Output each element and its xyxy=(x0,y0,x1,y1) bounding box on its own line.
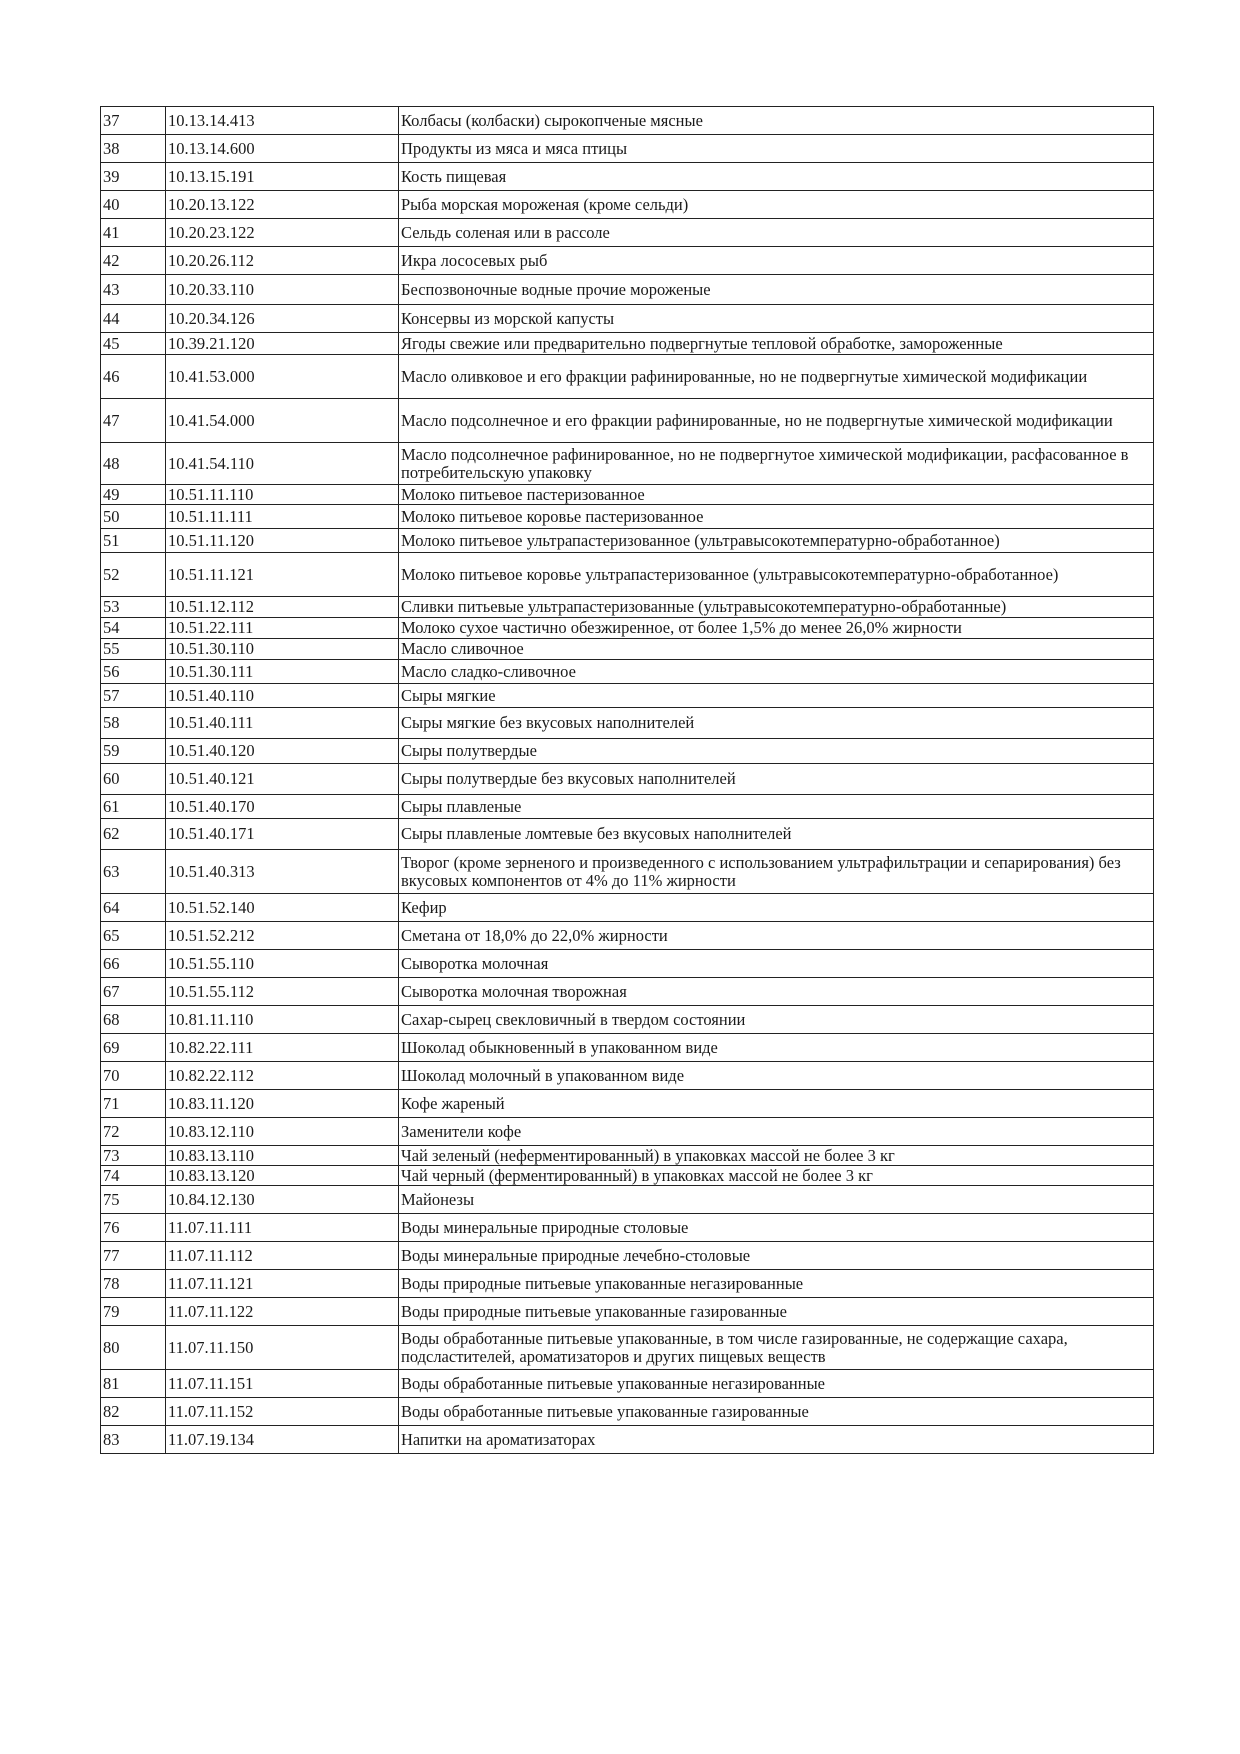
product-name: Заменители кофе xyxy=(399,1118,1154,1146)
row-number: 55 xyxy=(101,639,166,660)
okpd-code: 10.41.54.000 xyxy=(166,399,399,443)
product-name: Сыры мягкие без вкусовых наполнителей xyxy=(399,708,1154,739)
row-number: 51 xyxy=(101,529,166,553)
okpd-code: 11.07.11.152 xyxy=(166,1398,399,1426)
row-number: 80 xyxy=(101,1326,166,1370)
product-name: Сметана от 18,0% до 22,0% жирности xyxy=(399,922,1154,950)
table-row xyxy=(101,795,1154,819)
table-row xyxy=(101,163,1154,191)
okpd-code: 11.07.11.121 xyxy=(166,1270,399,1298)
okpd-code: 10.41.53.000 xyxy=(166,355,399,399)
okpd-code: 10.51.40.111 xyxy=(166,708,399,739)
product-name: Творог (кроме зерненого и произведенного с использованием ультрафильтрации и сепарирования) без вкусовых компонентов от 4% до 11% жирности xyxy=(399,850,1154,894)
product-name: Масло сливочное xyxy=(399,639,1154,660)
table-row xyxy=(101,1090,1154,1118)
okpd-code: 10.13.14.413 xyxy=(166,107,399,135)
product-name: Икра лососевых рыб xyxy=(399,247,1154,275)
okpd-code: 10.83.13.120 xyxy=(166,1166,399,1186)
row-number: 75 xyxy=(101,1186,166,1214)
okpd-code: 10.51.40.121 xyxy=(166,764,399,795)
table-row xyxy=(101,618,1154,639)
okpd-code: 10.51.12.112 xyxy=(166,597,399,618)
row-number: 50 xyxy=(101,505,166,529)
table-row xyxy=(101,1398,1154,1426)
table-row xyxy=(101,505,1154,529)
okpd-code: 11.07.19.134 xyxy=(166,1426,399,1454)
okpd-code: 10.83.11.120 xyxy=(166,1090,399,1118)
product-name: Чай черный (ферментированный) в упаковках массой не более 3 кг xyxy=(399,1166,1154,1186)
table-row xyxy=(101,107,1154,135)
okpd-code: 10.20.23.122 xyxy=(166,219,399,247)
table-row xyxy=(101,1166,1154,1186)
table-row xyxy=(101,443,1154,485)
table-row xyxy=(101,684,1154,708)
product-name: Рыба морская мороженая (кроме сельди) xyxy=(399,191,1154,219)
okpd-code: 11.07.11.150 xyxy=(166,1326,399,1370)
product-name: Беспозвоночные водные прочие мороженые xyxy=(399,275,1154,305)
product-name: Масло подсолнечное и его фракции рафинированные, но не подвергнутые химической модификации xyxy=(399,399,1154,443)
okpd-code: 10.83.12.110 xyxy=(166,1118,399,1146)
table-row xyxy=(101,950,1154,978)
table-row xyxy=(101,1426,1154,1454)
okpd-code: 11.07.11.111 xyxy=(166,1214,399,1242)
product-name: Молоко сухое частично обезжиренное, от более 1,5% до менее 26,0% жирности xyxy=(399,618,1154,639)
okpd-code: 10.51.40.171 xyxy=(166,819,399,850)
table-row xyxy=(101,1006,1154,1034)
row-number: 71 xyxy=(101,1090,166,1118)
table-row xyxy=(101,247,1154,275)
okpd-code: 10.13.14.600 xyxy=(166,135,399,163)
okpd-code: 10.82.22.112 xyxy=(166,1062,399,1090)
row-number: 40 xyxy=(101,191,166,219)
table-row xyxy=(101,305,1154,333)
product-name: Сыворотка молочная xyxy=(399,950,1154,978)
table-row xyxy=(101,639,1154,660)
row-number: 69 xyxy=(101,1034,166,1062)
product-name: Масло подсолнечное рафинированное, но не подвергнутое химической модификации, расфасованное в потребительскую упаковку xyxy=(399,443,1154,485)
okpd-code: 10.51.40.120 xyxy=(166,739,399,764)
table-row xyxy=(101,850,1154,894)
product-name: Сливки питьевые ультрапастеризованные (ультравысокотемпературно-обработанные) xyxy=(399,597,1154,618)
table-row xyxy=(101,978,1154,1006)
product-name: Масло оливковое и его фракции рафинированные, но не подвергнутые химической модификации xyxy=(399,355,1154,399)
table-row xyxy=(101,597,1154,618)
product-name: Сельдь соленая или в рассоле xyxy=(399,219,1154,247)
product-name: Шоколад обыкновенный в упакованном виде xyxy=(399,1034,1154,1062)
okpd-code: 10.51.11.120 xyxy=(166,529,399,553)
okpd-code: 10.51.11.110 xyxy=(166,485,399,505)
product-name: Чай зеленый (неферментированный) в упаковках массой не более 3 кг xyxy=(399,1146,1154,1166)
table-row xyxy=(101,355,1154,399)
document-page xyxy=(100,106,1154,1454)
row-number: 43 xyxy=(101,275,166,305)
product-name: Воды обработанные питьевые упакованные, в том числе газированные, не содержащие сахара, подсластителей, ароматизаторов и других пищевых веществ xyxy=(399,1326,1154,1370)
table-row xyxy=(101,1034,1154,1062)
product-name: Напитки на ароматизаторах xyxy=(399,1426,1154,1454)
table-row xyxy=(101,764,1154,795)
row-number: 39 xyxy=(101,163,166,191)
table-row xyxy=(101,819,1154,850)
row-number: 42 xyxy=(101,247,166,275)
product-name: Воды обработанные питьевые упакованные негазированные xyxy=(399,1370,1154,1398)
table-row xyxy=(101,399,1154,443)
row-number: 45 xyxy=(101,333,166,355)
table-row xyxy=(101,553,1154,597)
okpd-table xyxy=(100,106,1154,1454)
row-number: 83 xyxy=(101,1426,166,1454)
product-name: Воды природные питьевые упакованные негазированные xyxy=(399,1270,1154,1298)
okpd-code: 10.20.34.126 xyxy=(166,305,399,333)
okpd-code: 10.51.52.212 xyxy=(166,922,399,950)
table-row xyxy=(101,333,1154,355)
okpd-code: 10.20.13.122 xyxy=(166,191,399,219)
row-number: 61 xyxy=(101,795,166,819)
row-number: 73 xyxy=(101,1146,166,1166)
row-number: 76 xyxy=(101,1214,166,1242)
product-name: Ягоды свежие или предварительно подвергнутые тепловой обработке, замороженные xyxy=(399,333,1154,355)
product-name: Кофе жареный xyxy=(399,1090,1154,1118)
product-name: Воды обработанные питьевые упакованные газированные xyxy=(399,1398,1154,1426)
row-number: 41 xyxy=(101,219,166,247)
product-name: Молоко питьевое коровье ультрапастеризованное (ультравысокотемпературно-обработанное) xyxy=(399,553,1154,597)
row-number: 60 xyxy=(101,764,166,795)
row-number: 57 xyxy=(101,684,166,708)
row-number: 63 xyxy=(101,850,166,894)
row-number: 53 xyxy=(101,597,166,618)
row-number: 78 xyxy=(101,1270,166,1298)
table-row xyxy=(101,1146,1154,1166)
table-row xyxy=(101,485,1154,505)
table-row xyxy=(101,1270,1154,1298)
okpd-code: 10.51.40.110 xyxy=(166,684,399,708)
product-name: Молоко питьевое пастеризованное xyxy=(399,485,1154,505)
table-row xyxy=(101,1186,1154,1214)
row-number: 82 xyxy=(101,1398,166,1426)
table-row xyxy=(101,1298,1154,1326)
table-row xyxy=(101,1214,1154,1242)
okpd-code: 10.51.55.112 xyxy=(166,978,399,1006)
okpd-code: 10.84.12.130 xyxy=(166,1186,399,1214)
row-number: 54 xyxy=(101,618,166,639)
product-name: Сыры полутвердые xyxy=(399,739,1154,764)
product-name: Воды минеральные природные столовые xyxy=(399,1214,1154,1242)
row-number: 77 xyxy=(101,1242,166,1270)
okpd-code: 11.07.11.122 xyxy=(166,1298,399,1326)
table-row xyxy=(101,219,1154,247)
okpd-code: 10.83.13.110 xyxy=(166,1146,399,1166)
product-name: Сыры плавленые xyxy=(399,795,1154,819)
okpd-code: 10.20.26.112 xyxy=(166,247,399,275)
okpd-code: 10.13.15.191 xyxy=(166,163,399,191)
row-number: 67 xyxy=(101,978,166,1006)
product-name: Молоко питьевое ультрапастеризованное (ультравысокотемпературно-обработанное) xyxy=(399,529,1154,553)
product-name: Кость пищевая xyxy=(399,163,1154,191)
table-row xyxy=(101,1370,1154,1398)
product-name: Консервы из морской капусты xyxy=(399,305,1154,333)
okpd-code: 10.82.22.111 xyxy=(166,1034,399,1062)
okpd-code: 10.39.21.120 xyxy=(166,333,399,355)
row-number: 68 xyxy=(101,1006,166,1034)
table-row xyxy=(101,660,1154,684)
okpd-code: 10.20.33.110 xyxy=(166,275,399,305)
okpd-code: 10.51.22.111 xyxy=(166,618,399,639)
okpd-code: 10.51.40.170 xyxy=(166,795,399,819)
row-number: 38 xyxy=(101,135,166,163)
table-row xyxy=(101,739,1154,764)
row-number: 48 xyxy=(101,443,166,485)
okpd-code: 10.81.11.110 xyxy=(166,1006,399,1034)
table-row xyxy=(101,708,1154,739)
row-number: 47 xyxy=(101,399,166,443)
table-row xyxy=(101,1326,1154,1370)
product-name: Сыры плавленые ломтевые без вкусовых наполнителей xyxy=(399,819,1154,850)
row-number: 64 xyxy=(101,894,166,922)
product-name: Сахар-сырец свекловичный в твердом состоянии xyxy=(399,1006,1154,1034)
table-row xyxy=(101,191,1154,219)
row-number: 58 xyxy=(101,708,166,739)
row-number: 52 xyxy=(101,553,166,597)
table-row xyxy=(101,922,1154,950)
product-name: Продукты из мяса и мяса птицы xyxy=(399,135,1154,163)
okpd-code: 10.51.11.121 xyxy=(166,553,399,597)
product-name: Воды природные питьевые упакованные газированные xyxy=(399,1298,1154,1326)
row-number: 72 xyxy=(101,1118,166,1146)
row-number: 56 xyxy=(101,660,166,684)
product-name: Сыры полутвердые без вкусовых наполнителей xyxy=(399,764,1154,795)
row-number: 37 xyxy=(101,107,166,135)
okpd-code: 11.07.11.112 xyxy=(166,1242,399,1270)
product-name: Кефир xyxy=(399,894,1154,922)
row-number: 79 xyxy=(101,1298,166,1326)
row-number: 70 xyxy=(101,1062,166,1090)
okpd-code: 10.51.52.140 xyxy=(166,894,399,922)
row-number: 81 xyxy=(101,1370,166,1398)
table-row xyxy=(101,1062,1154,1090)
row-number: 49 xyxy=(101,485,166,505)
table-row xyxy=(101,1242,1154,1270)
table-row xyxy=(101,275,1154,305)
product-name: Молоко питьевое коровье пастеризованное xyxy=(399,505,1154,529)
table-row xyxy=(101,135,1154,163)
product-name: Сыры мягкие xyxy=(399,684,1154,708)
product-name: Воды минеральные природные лечебно-столовые xyxy=(399,1242,1154,1270)
row-number: 66 xyxy=(101,950,166,978)
row-number: 62 xyxy=(101,819,166,850)
okpd-code: 10.41.54.110 xyxy=(166,443,399,485)
okpd-code: 10.51.40.313 xyxy=(166,850,399,894)
table-body xyxy=(101,107,1154,1454)
table-row xyxy=(101,529,1154,553)
table-row xyxy=(101,1118,1154,1146)
okpd-code: 11.07.11.151 xyxy=(166,1370,399,1398)
okpd-code: 10.51.55.110 xyxy=(166,950,399,978)
product-name: Майонезы xyxy=(399,1186,1154,1214)
okpd-code: 10.51.11.111 xyxy=(166,505,399,529)
okpd-code: 10.51.30.111 xyxy=(166,660,399,684)
row-number: 44 xyxy=(101,305,166,333)
product-name: Сыворотка молочная творожная xyxy=(399,978,1154,1006)
row-number: 59 xyxy=(101,739,166,764)
product-name: Шоколад молочный в упакованном виде xyxy=(399,1062,1154,1090)
row-number: 65 xyxy=(101,922,166,950)
product-name: Масло сладко-сливочное xyxy=(399,660,1154,684)
okpd-code: 10.51.30.110 xyxy=(166,639,399,660)
product-name: Колбасы (колбаски) сырокопченые мясные xyxy=(399,107,1154,135)
row-number: 74 xyxy=(101,1166,166,1186)
row-number: 46 xyxy=(101,355,166,399)
table-row xyxy=(101,894,1154,922)
